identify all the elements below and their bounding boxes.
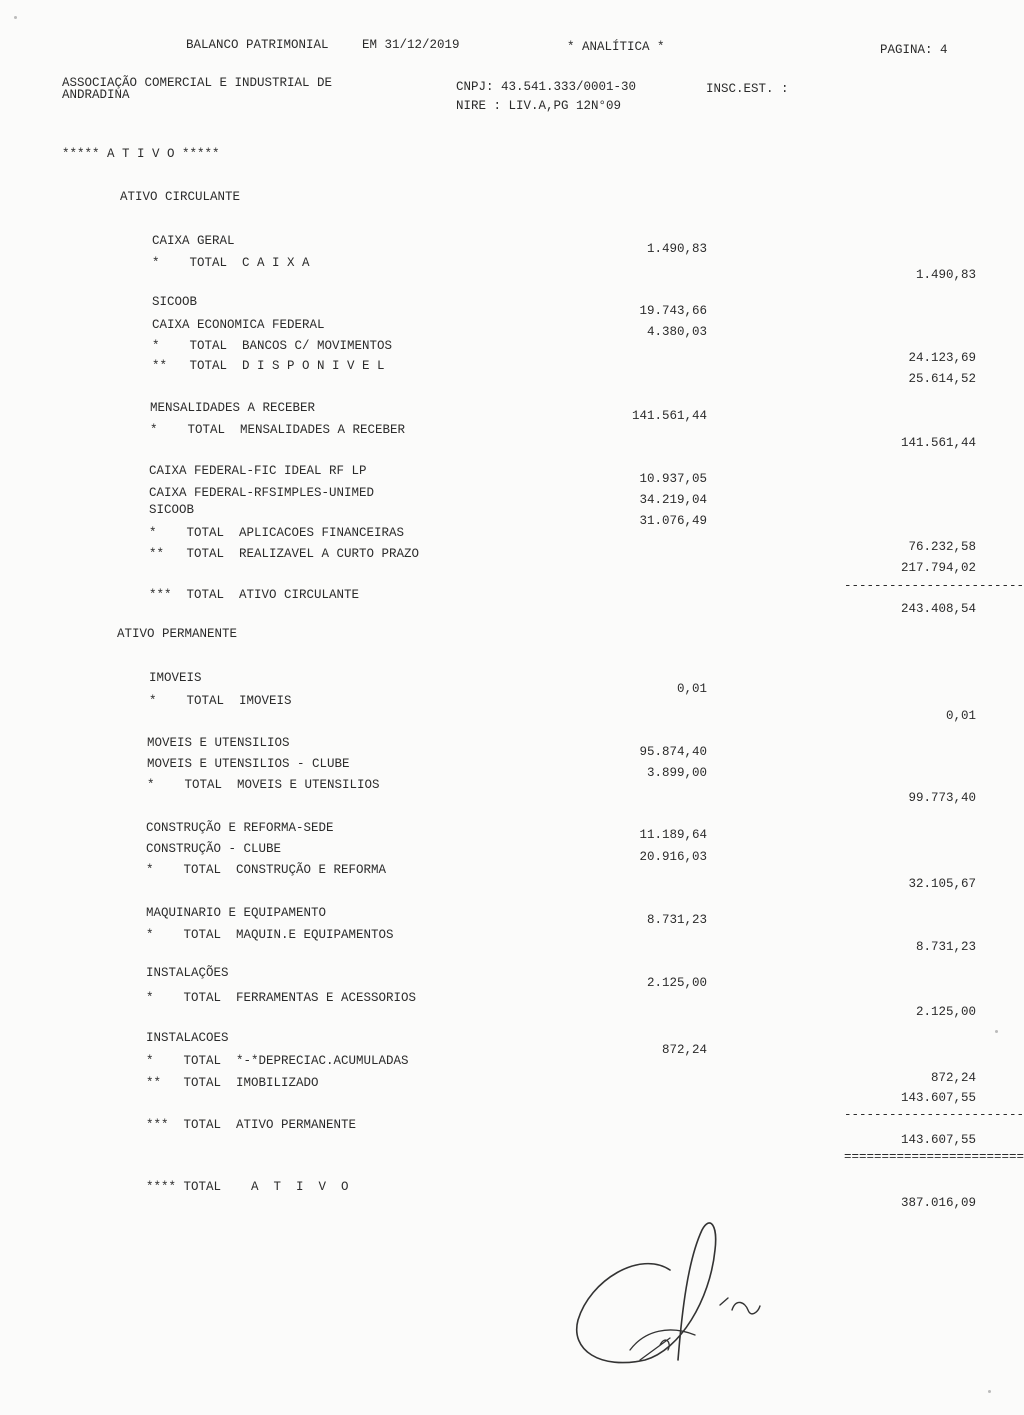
row-label: CAIXA FEDERAL-FIC IDEAL RF LP	[149, 464, 367, 478]
insc-est: INSC.EST. :	[706, 82, 789, 96]
row-value: 8.731,23	[646, 913, 707, 927]
page-number: PAGINA: 4	[880, 43, 948, 57]
total-value: 76.232,58	[908, 540, 976, 554]
scan-speck	[14, 16, 17, 19]
heading-ativo-circulante: ATIVO CIRCULANTE	[120, 190, 241, 204]
total-value: 143.607,55	[900, 1091, 976, 1105]
total-value: 217.794,02	[900, 561, 976, 575]
report-title: BALANCO PATRIMONIAL	[186, 38, 329, 52]
row-label: CAIXA GERAL	[152, 234, 235, 248]
row-value: 141.561,44	[631, 409, 707, 423]
row-label: SICOOB	[152, 295, 198, 309]
row-value: 11.189,64	[639, 828, 707, 842]
total-label: *** TOTAL ATIVO PERMANENTE	[146, 1118, 357, 1132]
row-value: 95.874,40	[639, 745, 707, 759]
total-label: * TOTAL BANCOS C/ MOVIMENTOS	[152, 339, 393, 353]
total-label: * TOTAL MAQUIN.E EQUIPAMENTOS	[146, 928, 394, 942]
scan-speck	[995, 1030, 998, 1033]
total-value: 25.614,52	[908, 372, 976, 386]
row-value: 872,24	[661, 1043, 707, 1057]
total-label: * TOTAL MOVEIS E UTENSILIOS	[147, 778, 380, 792]
row-value: 10.937,05	[639, 472, 707, 486]
report-date: EM 31/12/2019	[362, 38, 460, 52]
total-label: *** TOTAL ATIVO CIRCULANTE	[149, 588, 360, 602]
row-value: 34.219,04	[639, 493, 707, 507]
total-label: * TOTAL IMOVEIS	[149, 694, 292, 708]
total-label: ** TOTAL D I S P O N I V E L	[152, 359, 385, 373]
total-value: 243.408,54	[900, 602, 976, 616]
row-label: CAIXA ECONOMICA FEDERAL	[152, 318, 325, 332]
report-type: * ANALÍTICA *	[567, 40, 665, 54]
total-value: 1.490,83	[915, 268, 976, 282]
grand-total-label: **** TOTAL A T I V O	[146, 1180, 349, 1194]
row-label: MAQUINARIO E EQUIPAMENTO	[146, 906, 327, 920]
total-label: * TOTAL *-*DEPRECIAC.ACUMULADAS	[146, 1054, 409, 1068]
row-value: 31.076,49	[639, 514, 707, 528]
row-value: 4.380,03	[646, 325, 707, 339]
nire: NIRE : LIV.A,PG 12N°09	[456, 99, 622, 113]
row-value: 19.743,66	[639, 304, 707, 318]
total-value: 143.607,55	[900, 1133, 976, 1147]
row-label: MOVEIS E UTENSILIOS - CLUBE	[147, 757, 350, 771]
separator-dashes: ------------------------	[844, 1108, 1024, 1122]
total-value: 2.125,00	[915, 1005, 976, 1019]
total-label: * TOTAL APLICACOES FINANCEIRAS	[149, 526, 405, 540]
company-name-line2: ANDRADINA	[62, 88, 130, 102]
separator-double: ========================	[844, 1150, 1024, 1164]
total-value: 24.123,69	[908, 351, 976, 365]
separator-dashes: ------------------------	[844, 579, 1024, 593]
total-label: * TOTAL MENSALIDADES A RECEBER	[150, 423, 406, 437]
row-label: INSTALAÇÕES	[146, 966, 229, 980]
row-value: 0,01	[676, 682, 707, 696]
signature-image	[570, 1210, 770, 1375]
company-name: ASSOCIAÇÃO COMERCIAL E INDUSTRIAL DE	[62, 76, 333, 90]
total-label: ** TOTAL IMOBILIZADO	[146, 1076, 319, 1090]
row-label: MOVEIS E UTENSILIOS	[147, 736, 290, 750]
row-label: CAIXA FEDERAL-RFSIMPLES-UNIMED	[149, 486, 375, 500]
total-value: 141.561,44	[900, 436, 976, 450]
total-value: 8.731,23	[915, 940, 976, 954]
section-title-ativo: ***** A T I V O *****	[62, 147, 220, 161]
total-value: 872,24	[930, 1071, 976, 1085]
row-value: 2.125,00	[646, 976, 707, 990]
total-label: * TOTAL C A I X A	[152, 256, 310, 270]
total-label: ** TOTAL REALIZAVEL A CURTO PRAZO	[149, 547, 420, 561]
cnpj: CNPJ: 43.541.333/0001-30	[456, 80, 637, 94]
scan-speck	[988, 1390, 991, 1393]
row-label: IMOVEIS	[149, 671, 202, 685]
row-label: CONSTRUÇÃO - CLUBE	[146, 842, 282, 856]
total-value: 32.105,67	[908, 877, 976, 891]
total-label: * TOTAL CONSTRUÇÃO E REFORMA	[146, 863, 387, 877]
total-value: 0,01	[945, 709, 976, 723]
total-label: * TOTAL FERRAMENTAS E ACESSORIOS	[146, 991, 417, 1005]
row-value: 3.899,00	[646, 766, 707, 780]
row-value: 20.916,03	[639, 850, 707, 864]
row-value: 1.490,83	[646, 242, 707, 256]
row-label: SICOOB	[149, 503, 195, 517]
row-label: CONSTRUÇÃO E REFORMA-SEDE	[146, 821, 334, 835]
heading-ativo-permanente: ATIVO PERMANENTE	[117, 627, 238, 641]
grand-total-value: 387.016,09	[900, 1196, 976, 1210]
row-label: MENSALIDADES A RECEBER	[150, 401, 316, 415]
total-value: 99.773,40	[908, 791, 976, 805]
row-label: INSTALACOES	[146, 1031, 229, 1045]
